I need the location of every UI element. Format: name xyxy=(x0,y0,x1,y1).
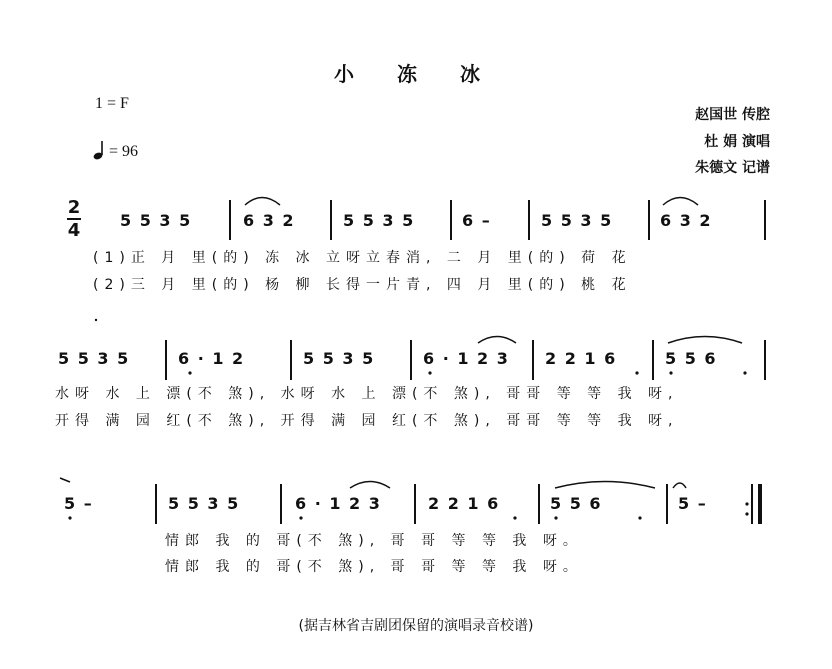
repeat-dot xyxy=(745,512,748,515)
row1-measure1: 5 5 3 5 xyxy=(120,211,191,230)
credit-singer: 杜 娟 演唱 xyxy=(704,134,770,150)
octave-dot xyxy=(428,371,431,374)
tempo-value: = 96 xyxy=(109,143,139,160)
slur xyxy=(555,482,655,489)
slur xyxy=(350,482,390,489)
row1-lyric-verse2: (2)三 月 里(的) 杨 柳 长得一片青, 四 月 里(的) 桃 花 xyxy=(93,277,632,293)
source-note: (据吉林省吉剧团保留的演唱录音校谱) xyxy=(298,618,534,634)
octave-dot xyxy=(638,516,641,519)
row3-measure6: 5 – xyxy=(678,494,706,513)
slur xyxy=(673,483,686,488)
key-signature: 1 = F xyxy=(95,95,129,112)
slur xyxy=(668,337,742,344)
row2-lyric-verse2: 开得 满 园 红(不 煞), 开得 满 园 红(不 煞), 哥哥 等 等 我 呀, xyxy=(55,413,679,429)
row2-lyric-verse1: 水呀 水 上 漂(不 煞), 水呀 水 上 漂(不 煞), 哥哥 等 等 我 呀, xyxy=(55,386,679,402)
breath-mark xyxy=(60,478,70,482)
row2-measure3: 5 5 3 5 xyxy=(303,349,374,368)
slur xyxy=(245,198,280,206)
row1-measure6: 6 3 2 xyxy=(660,211,711,230)
row1-lyric-verse1: (1)正 月 里(的) 冻 冰 立呀立春消, 二 月 里(的) 荷 花 xyxy=(93,250,632,266)
row3-measure1: 5 – xyxy=(64,494,92,513)
row3-measure2: 5 5 3 5 xyxy=(168,494,239,513)
row2-measure5: 2 2 1 6 xyxy=(545,349,616,368)
octave-dot xyxy=(188,371,191,374)
row3-measure3: 6 · 1 2 3 xyxy=(295,494,380,513)
row2-measure2: 6 · 1 2 xyxy=(178,349,244,368)
row3-lyric-verse2: 情郎 我 的 哥(不 煞), 哥 哥 等 等 我 呀。 xyxy=(165,559,583,575)
octave-dot xyxy=(68,516,71,519)
row3-measure5: 5 5 6 xyxy=(550,494,601,513)
row2-measure1: 5 5 3 5 xyxy=(58,349,129,368)
slur xyxy=(478,337,516,344)
time-signature-bottom: 4 xyxy=(67,220,81,241)
octave-dot xyxy=(299,516,302,519)
repeat-dot xyxy=(745,502,748,505)
credit-transcriber: 朱德文 记谱 xyxy=(695,160,770,176)
row1-measure4: 6 – xyxy=(462,211,490,230)
row1-measure2: 6 3 2 xyxy=(243,211,294,230)
row1-measure5: 5 5 3 5 xyxy=(541,211,612,230)
time-signature-top: 2 xyxy=(67,197,81,218)
row3-lyric-verse1: 情郎 我 的 哥(不 煞), 哥 哥 等 等 我 呀。 xyxy=(165,533,583,549)
slur xyxy=(663,198,698,206)
octave-dot xyxy=(635,371,638,374)
octave-dot xyxy=(513,516,516,519)
row1-measure3: 5 5 3 5 xyxy=(343,211,414,230)
row2-measure6: 5 5 6 xyxy=(665,349,716,368)
octave-dot xyxy=(669,371,672,374)
octave-dot xyxy=(554,516,557,519)
octave-dot xyxy=(743,371,746,374)
stray-mark xyxy=(95,319,97,321)
row3-measure4: 2 2 1 6 xyxy=(428,494,499,513)
song-title: 小 冻 冰 xyxy=(334,62,498,86)
row2-measure4: 6 · 1 2 3 xyxy=(423,349,508,368)
credit-arranger: 赵国世 传腔 xyxy=(695,107,770,123)
